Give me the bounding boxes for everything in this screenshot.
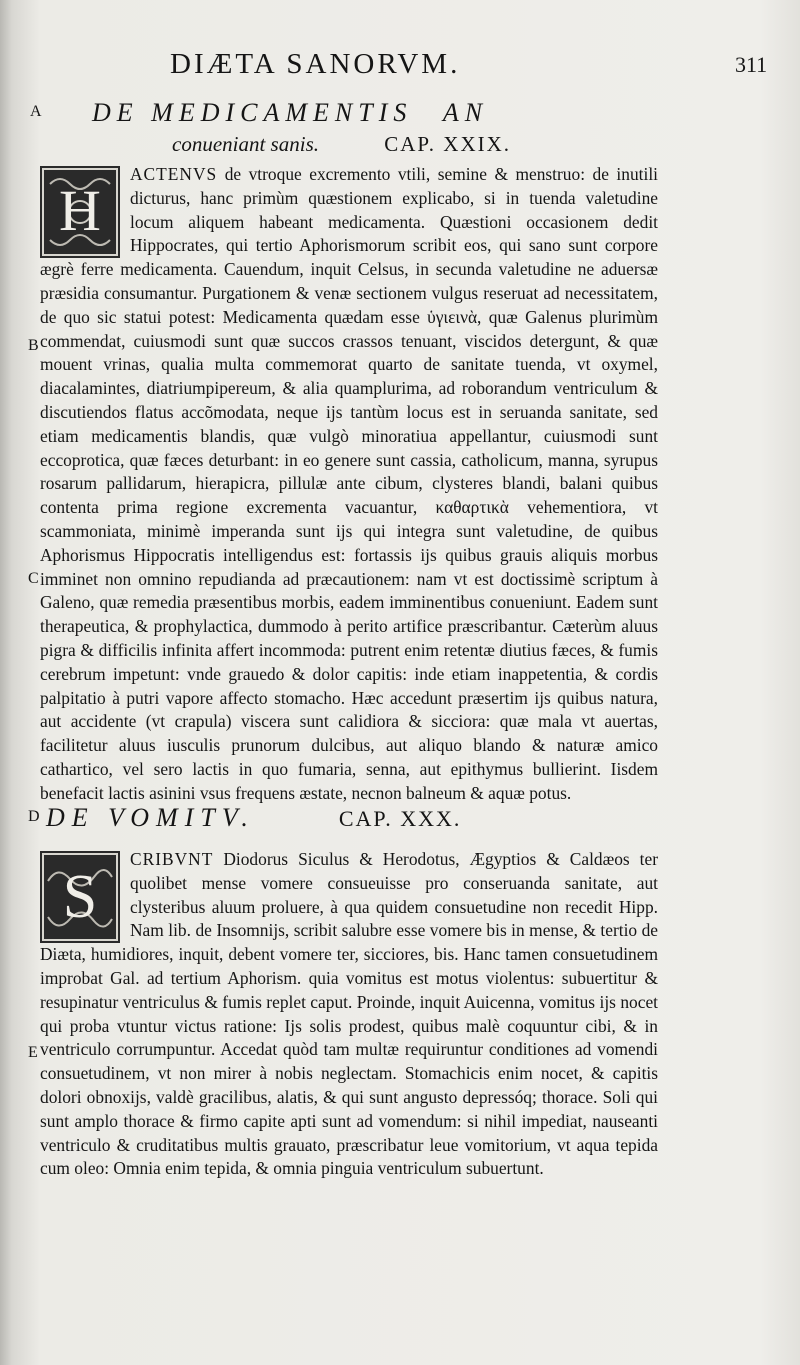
chapter-30-title (46, 803, 686, 833)
chapter-30-number: CAP. XXX. (338, 806, 462, 831)
chapter-29-subtitle: conueniant sanis. (172, 132, 319, 156)
page-number: 311 (735, 52, 768, 77)
chapter-30-text (40, 848, 658, 1181)
margin-letter-a: A (30, 103, 42, 120)
initial-letter: H (59, 178, 101, 243)
chapter-30-lead: CRIBVNT (130, 849, 214, 869)
running-head: DIÆTA SANORVM. (170, 48, 461, 80)
chapter-29-number: CAP. XXIX. (384, 132, 512, 156)
initial-letter: S (62, 863, 98, 931)
decorated-initial-s (40, 851, 120, 943)
margin-letter-e: E (28, 1044, 38, 1061)
decorated-initial-h (40, 166, 120, 258)
chapter-30-title-main: DE VOMITV. (46, 803, 255, 832)
page-header (0, 48, 800, 88)
margin-letter-b: B (28, 337, 39, 354)
chapter-29-title (92, 98, 732, 157)
ornament-icon (40, 166, 120, 258)
chapter-29-body: de vtroque excremento vtili, semine & menstruo: de inutili dicturus, hanc primùm quæstionem explicabo, si in tuenda valetudine locum aliquem habeant medicamenta. Quæstioni occasionem dedit Hippocrates, qui tertio Aphorismorum scribit eos, qui sano sunt corpore ægrè ferre medicamenta. Cauendum, inquit Celsus, in secunda valetudine ne aduersæ præsidia consumantur. Purgationem & venæ sectionem vulgus reseruat ad necessitatem, de quo sic statui potest: Medicamenta quædam esse ὑγιεινὰ, quæ Galenus plurimùm commendat, cuiusmodi sunt quæ succos crassos tenuant, viscidos detergunt, & quæ mouent vrinas, qualia multa commemorat quarto de sanitate tuenda, vt oxymel, diacalamintes, diatriumpipereum, & alia quamplurima, ad roborandum ventriculum & discutiendos flatus accõmodata, neque ijs tantùm locus est in seruanda sanitate, sed etiam medicamentis blandis, quæ vulgò minoratiua appellantur, cuiusmodi sunt eccoprotica, quæ fæces deturbant: in eo genere sunt cassia, catholicum, manna, syrupus rosarum pallidarum, hierapicra, pillulæ ante cibum, clysteres blandi, balani quibus contenta prima regione excrementa vacuantur, καθαρτικὰ vehementiora, vt scammoniata, minimè imperanda sunt ijs qui integra sunt valetudine, de quibus Aphorismus Hippocratis intelligendus est: fortassis ijs quibus grauis aliquis morbus imminet non omnino repudianda ad præcautionem: nam vt est doctissimè scriptum à Galeno, quæ remedia præsentibus morbis, eadem imminentibus conueniunt. Eadem sunt therapeutica, & prophylactica, dummodo à perito artifice præscribantur. Cæterùm aluus pigra & difficilis infinita affert incommoda: putrent enim retentæ diutius fæces, & fumis cerebrum impetunt: vnde grauedo & dolor capitis: inde etiam inappetentia, & cordis palpitatio à putri vapore affecto stomacho. Hæc accedunt præsertim ijs quibus natura, aut accidente (vt crapula) viscera sunt calidiora & sicciora: quæ mala vt auertas, facilitetur aluus iusculis prunorum dulcibus, aut aliquo blando & naturæ amico cathartico, vel sero lactis in quo fumaria, senna, aut epithymus bullierint. Iisdem benefacit lactis asinini vsus frequens æstate, necnon balneum & aquæ potus. (40, 164, 658, 803)
chapter-29-lead: ACTENVS (130, 164, 218, 184)
ornament-icon (40, 851, 120, 943)
margin-letter-d: D (28, 808, 40, 825)
chapter-29-title-main: DE MEDICAMENTIS (92, 98, 413, 127)
chapter-29-text (40, 163, 658, 806)
chapter-29-title-tail: AN (442, 98, 489, 127)
chapter-30-body: Diodorus Siculus & Herodotus, Ægyptios & Caldæos ter quolibet mense vomere consueuisse pro conseruanda sanitate, aut clysteribus aluum proluere, à qua quidem consuetudine non recedit Hipp. Nam lib. de Insomnijs, scribit salubre esse vomere bis in mense, & tertio de Diæta, humidiores, inquit, debent vomere ter, sicciores, bis. Hanc tamen consuetudinem improbat Gal. ad tertium Aphorism. quia vomitus est motus violentus: subuertitur & resupinatur ventriculus & fumis replet caput. Proinde, inquit Auicenna, vomitus ijs nocet qui proba vtuntur victus ratione: Ijs solis prodest, quibus malè coquuntur cibi, & in ventriculo corrumpuntur. Accedat quòd tam multæ requiruntur conditiones ad vomendi consuetudinem, vt non mirer à nobis neglectam. Stomachicis enim nocet, & capitis dolori obnoxijs, valdè gracilibus, alatis, & qui sunt angusto depressóq; thorace. Soli qui sunt amplo thorace & firmo capite apti sunt ad vomendum: si nihil impediat, nauseanti ventriculo & cruditatibus multis grauato, præscribatur leue vomitorium, vt aqua tepida cum oleo: Omnia enim tepida, & omnia pinguia ventriculum subuertunt. (40, 849, 658, 1179)
margin-letter-c: C (28, 570, 39, 587)
